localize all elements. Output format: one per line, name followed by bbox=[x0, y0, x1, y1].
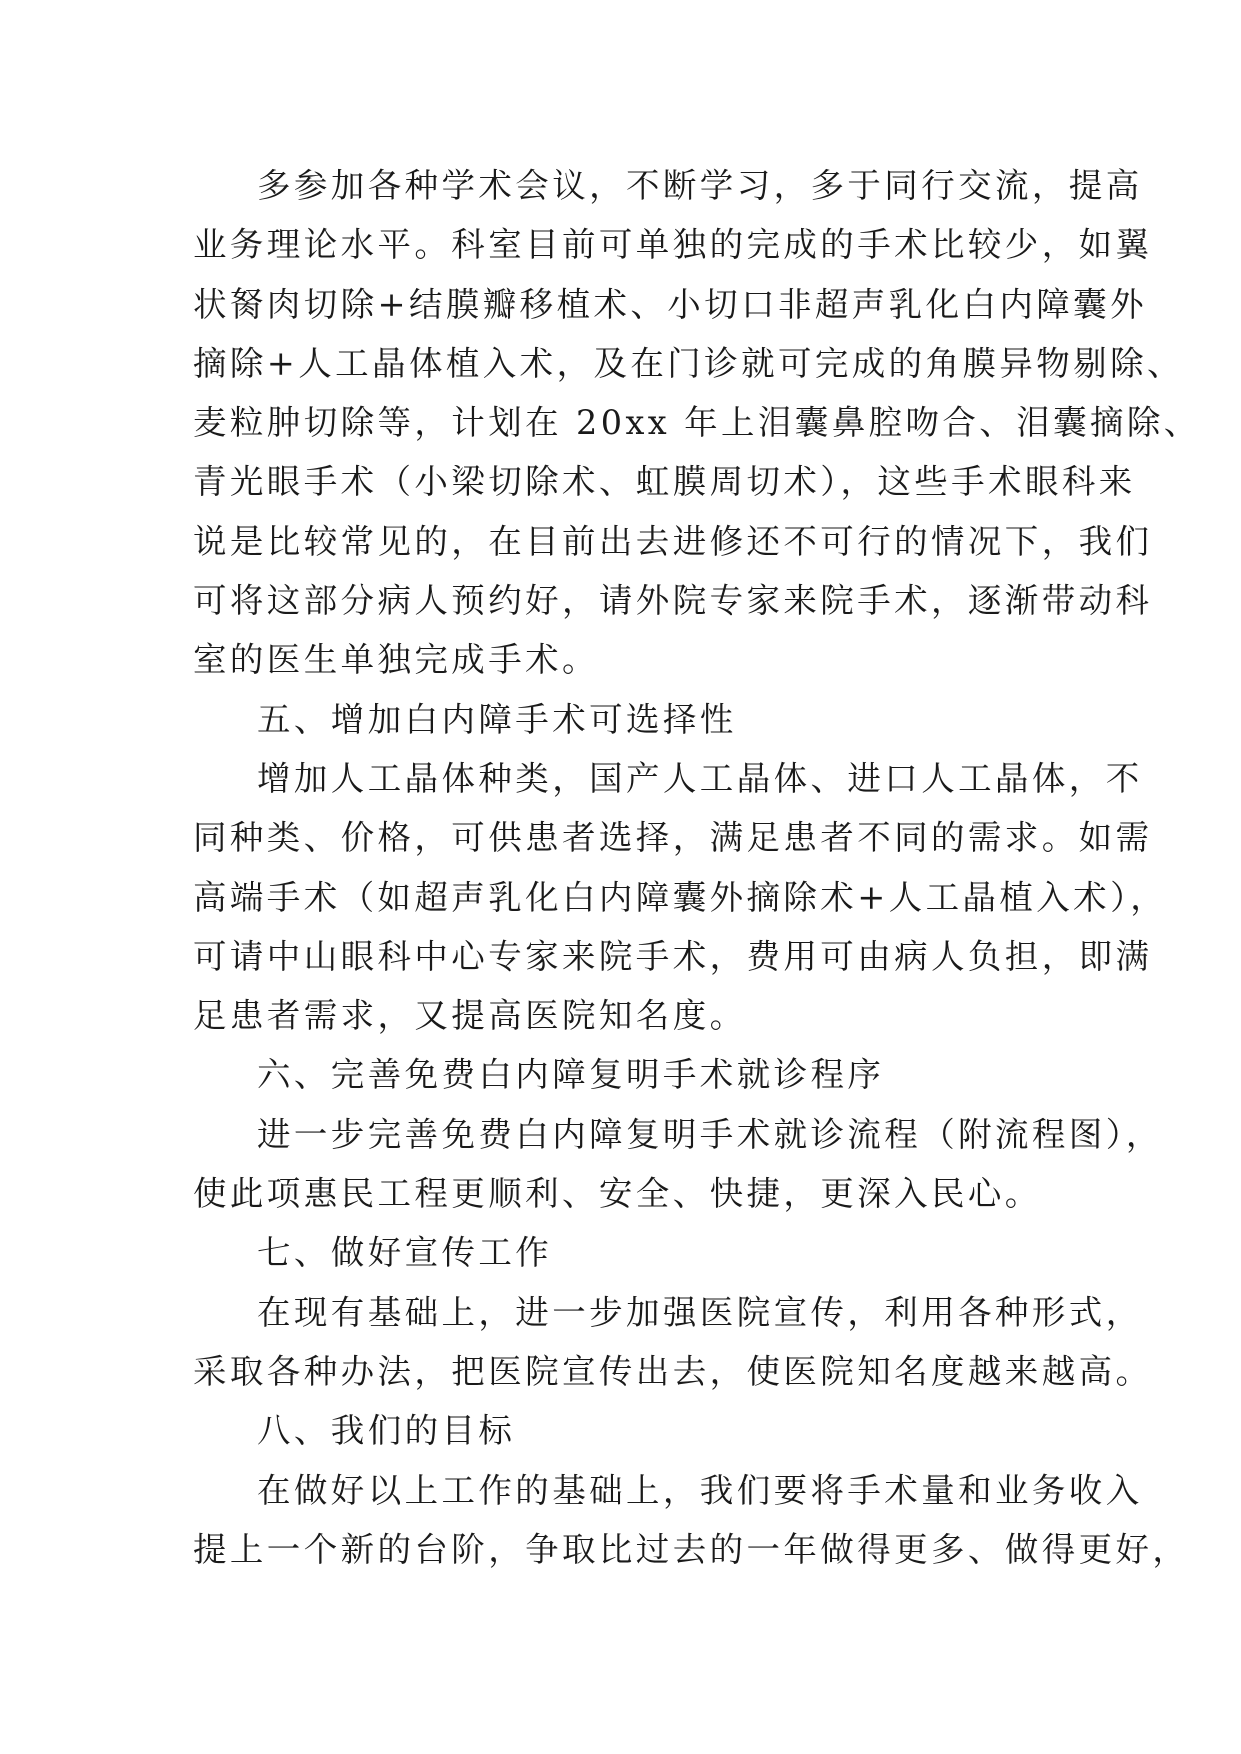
section-heading: 七、做好宣传工作 bbox=[257, 1233, 553, 1273]
paragraph-line: 使此项惠民工程更顺利、安全、快捷，更深入民心。 bbox=[193, 1174, 1042, 1214]
paragraph-line: 麦粒肿切除等，计划在 20xx 年上泪囊鼻腔吻合、泪囊摘除、 bbox=[193, 403, 1201, 443]
paragraph-line: 在做好以上工作的基础上，我们要将手术量和业务收入 bbox=[257, 1470, 1143, 1510]
paragraph-line: 同种类、价格，可供患者选择，满足患者不同的需求。如需 bbox=[193, 818, 1153, 858]
paragraph-line: 说是比较常见的，在目前出去进修还不可行的情况下，我们 bbox=[193, 521, 1153, 561]
paragraph-line: 进一步完善免费白内障复明手术就诊流程（附流程图）， bbox=[257, 1114, 1163, 1154]
paragraph-line: 可请中山眼科中心专家来院手术，费用可由病人负担，即满 bbox=[193, 936, 1153, 976]
paragraph-line: 足患者需求，又提高医院知名度。 bbox=[193, 996, 747, 1036]
section-heading: 六、完善免费白内障复明手术就诊程序 bbox=[257, 1055, 885, 1095]
section-heading: 八、我们的目标 bbox=[257, 1411, 516, 1451]
paragraph-line: 在现有基础上，进一步加强医院宣传，利用各种形式， bbox=[257, 1292, 1143, 1332]
paragraph-line: 业务理论水平。科室目前可单独的完成的手术比较少，如翼 bbox=[193, 225, 1153, 265]
paragraph-line: 可将这部分病人预约好，请外院专家来院手术，逐渐带动科 bbox=[193, 581, 1153, 621]
document-body bbox=[193, 156, 1201, 1579]
paragraph-line: 高端手术（如超声乳化白内障囊外摘除术+人工晶植入术）， bbox=[193, 877, 1168, 917]
section-heading: 五、增加白内障手术可选择性 bbox=[257, 699, 737, 739]
paragraph-line: 多参加各种学术会议，不断学习，多于同行交流，提高 bbox=[257, 166, 1143, 205]
paragraph-line: 增加人工晶体种类，国产人工晶体、进口人工晶体，不 bbox=[257, 758, 1143, 798]
paragraph-line: 青光眼手术（小梁切除术、虹膜周切术），这些手术眼科来 bbox=[193, 462, 1136, 502]
paragraph-line: 提上一个新的台阶，争取比过去的一年做得更多、做得更好， bbox=[193, 1529, 1190, 1569]
paragraph-line: 采取各种办法，把医院宣传出去，使医院知名度越来越高。 bbox=[193, 1351, 1153, 1391]
paragraph-line: 摘除+人工晶体植入术，及在门诊就可完成的角膜异物剔除、 bbox=[193, 343, 1184, 383]
paragraph-line: 状胬肉切除+结膜瓣移植术、小切口非超声乳化白内障囊外 bbox=[193, 284, 1147, 324]
paragraph-line: 室的医生单独完成手术。 bbox=[193, 640, 599, 680]
